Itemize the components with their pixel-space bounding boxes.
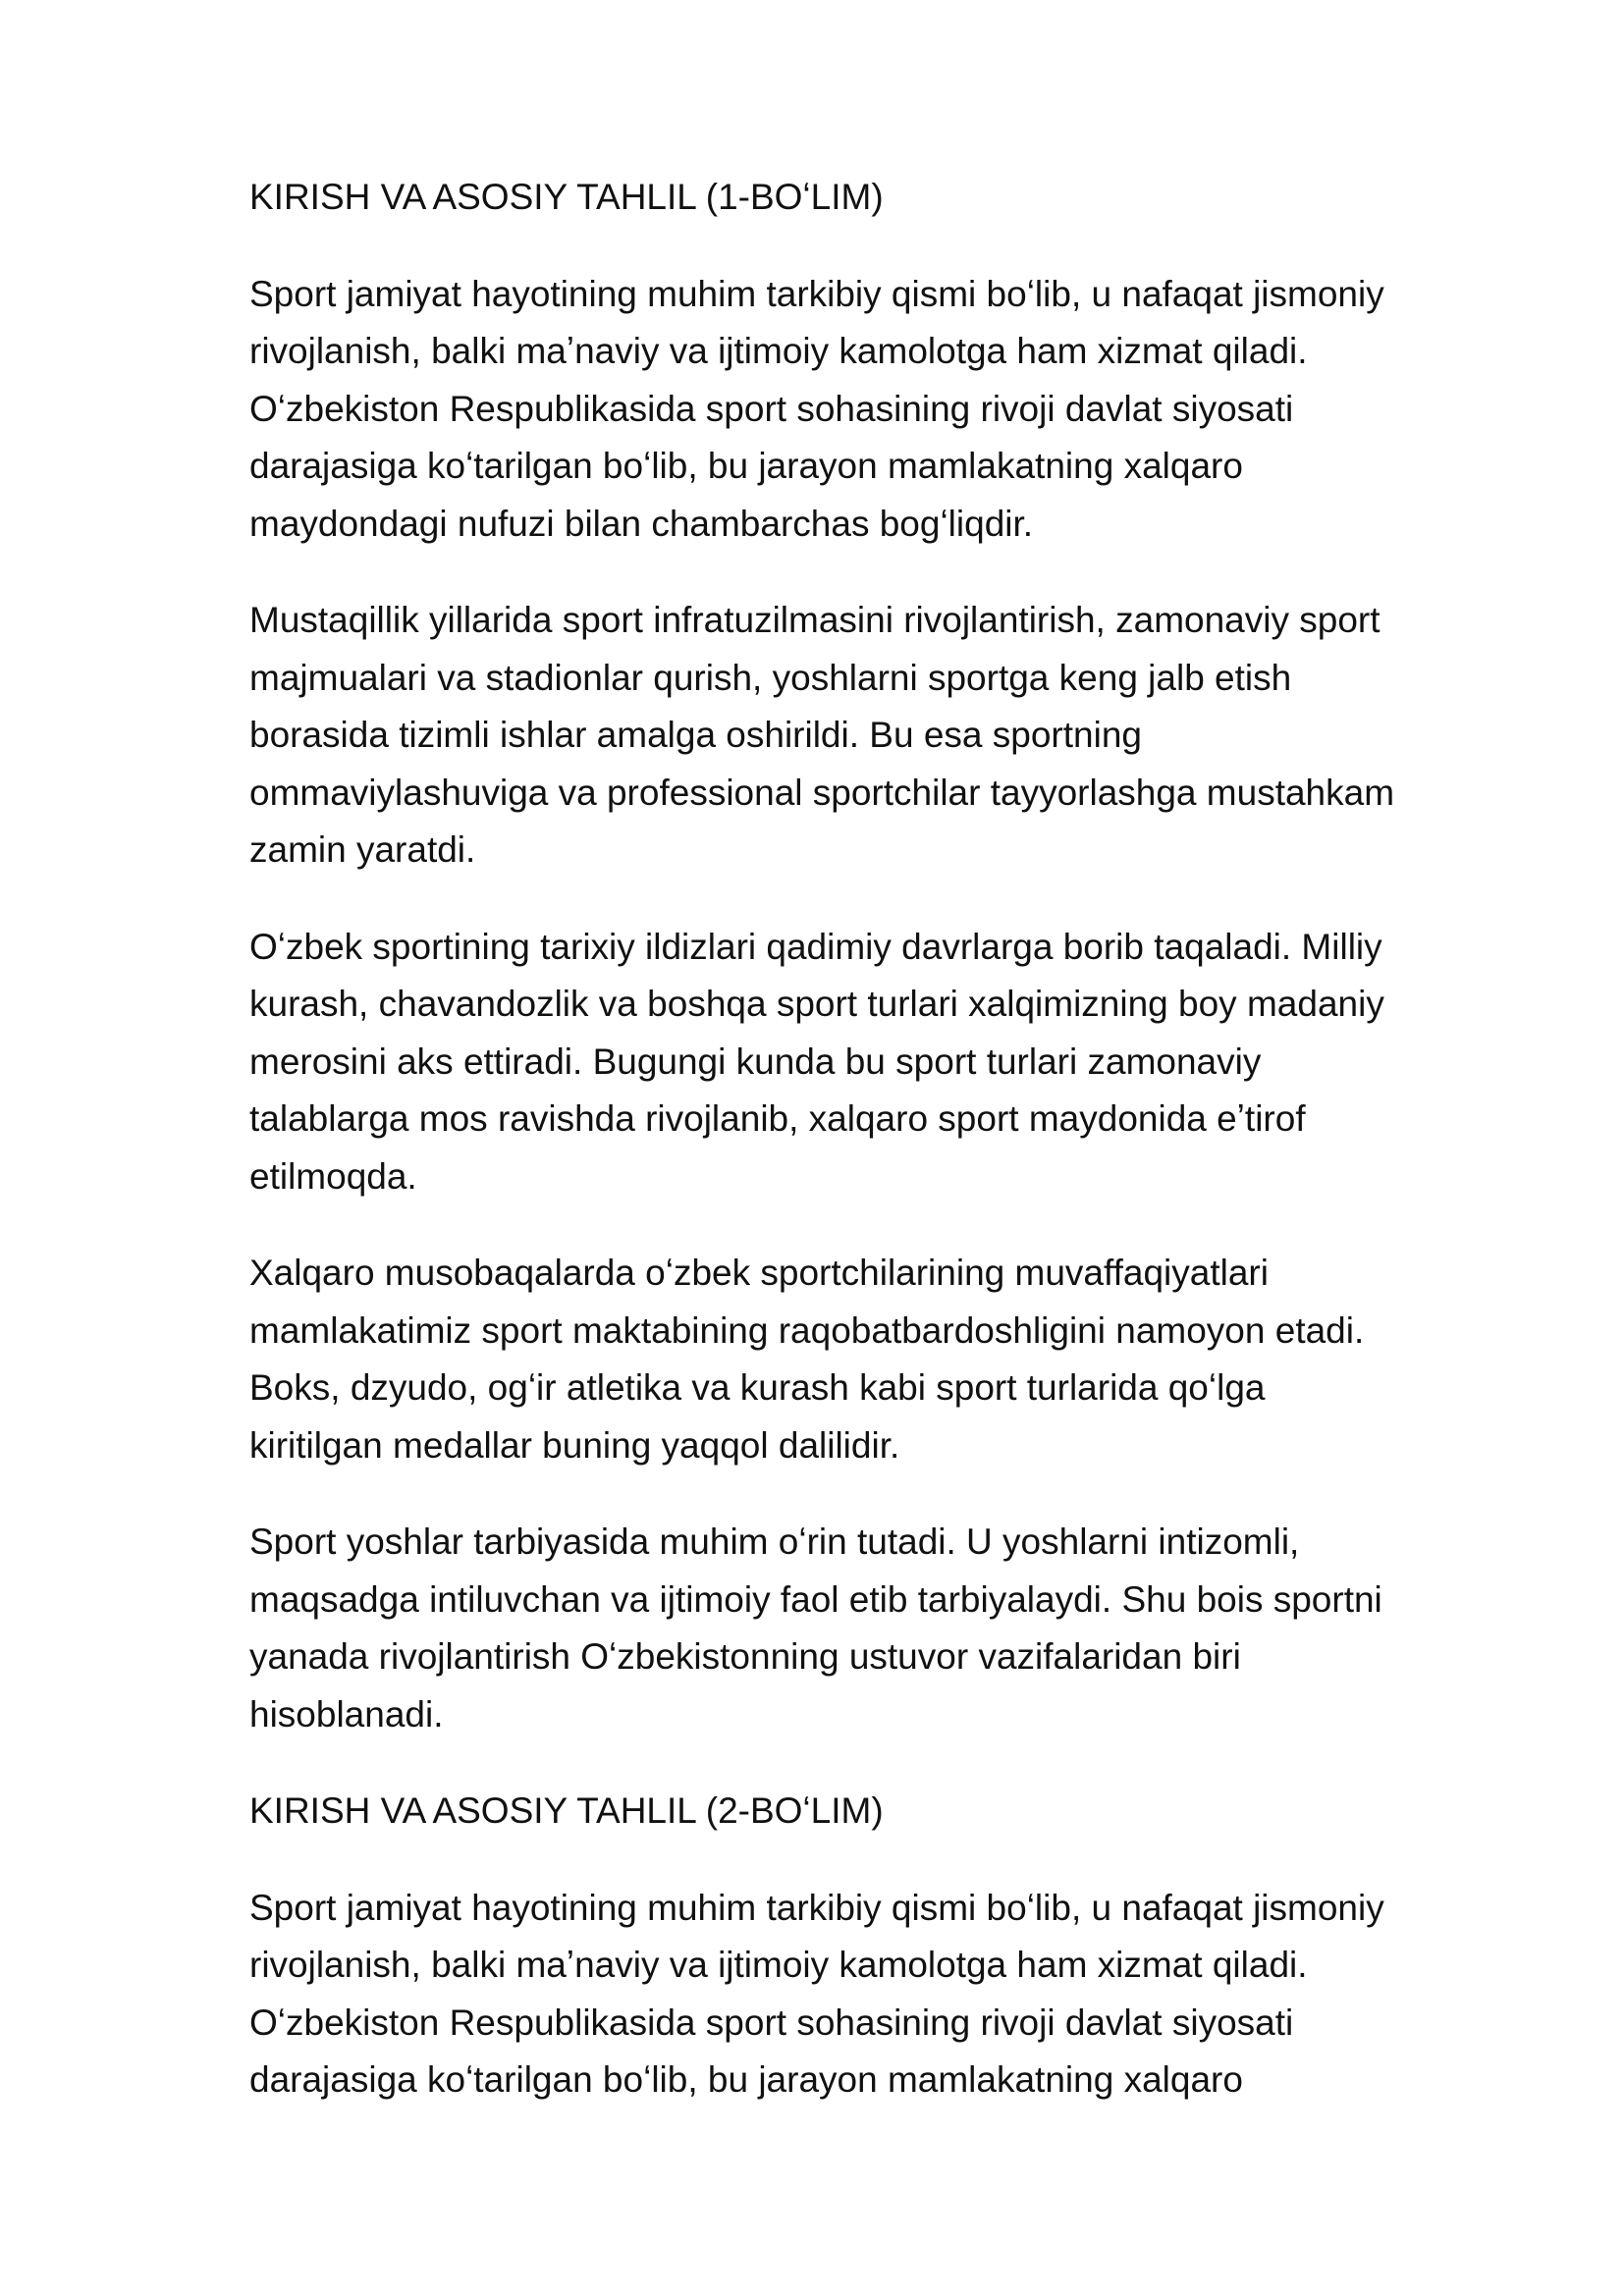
section-1-paragraph-2 [249, 592, 1487, 880]
section-1-paragraph-3 [249, 919, 1487, 1206]
text-line: Oʻzbekiston Respublikasida sport sohasining rivoji davlat siyosati [249, 2002, 1294, 2043]
text-line: darajasiga koʻtarilgan boʻlib, bu jarayon mamlakatning xalqaro [249, 446, 1243, 486]
text-line: darajasiga koʻtarilgan boʻlib, bu jarayon mamlakatning xalqaro [249, 2059, 1243, 2100]
text-line: etilmoqda. [249, 1155, 417, 1197]
text-line: merosini aks ettiradi. Bugungi kunda bu sport turlari zamonaviy [249, 1041, 1262, 1082]
text-line: Sport jamiyat hayotining muhim tarkibiy qismi boʻlib, u nafaqat jismoniy [249, 273, 1384, 314]
text-line: maqsadga intiluvchan va ijtimoiy faol etib tarbiyalaydi. Shu bois sportni [249, 1578, 1382, 1620]
text-line: majmualari va stadionlar qurish, yoshlarni sportga keng jalb etish [249, 657, 1292, 698]
text-line: talablarga mos ravishda rivojlanib, xalqaro sport maydonida eʼtirof [249, 1098, 1306, 1139]
text-line: kurash, chavandozlik va boshqa sport turlari xalqimizning boy madaniy [249, 984, 1384, 1024]
text-line: rivojlanish, balki maʼnaviy va ijtimoiy kamolotga ham xizmat qiladi. [249, 1945, 1308, 1985]
section-1-heading: KIRISH VA ASOSIY TAHLIL (1-BOʻLIM) [249, 177, 884, 217]
document-body [249, 169, 1487, 2149]
text-line: Sport jamiyat hayotining muhim tarkibiy qismi boʻlib, u nafaqat jismoniy [249, 1887, 1384, 1928]
text-line: zamin yaratdi. [249, 829, 476, 870]
text-line: hisoblanadi. [249, 1693, 444, 1735]
text-line: Oʻzbek sportining tarixiy ildizlari qadimiy davrlarga borib taqaladi. Milliy [249, 926, 1382, 967]
section-1-paragraph-5 [249, 1514, 1487, 1743]
text-line: Mustaqillik yillarida sport infratuzilmasini rivojlantirish, zamonaviy sport [249, 600, 1380, 640]
text-line: Sport yoshlar tarbiyasida muhim oʻrin tutadi. U yoshlarni intizomli, [249, 1522, 1300, 1562]
text-line: Oʻzbekiston Respublikasida sport sohasining rivoji davlat siyosati [249, 388, 1294, 429]
text-line: borasida tizimli ishlar amalga oshirildi. Bu esa sportning [249, 715, 1142, 755]
section-1-paragraph-1 [249, 266, 1487, 554]
text-line: mamlakatimiz sport maktabining raqobatbardoshligini namoyon etadi. [249, 1309, 1365, 1351]
text-line: maydondagi nufuzi bilan chambarchas bogʻliqdir. [249, 503, 1034, 544]
text-line: yanada rivojlantirish Oʻzbekistonning ustuvor vazifalaridan biri [249, 1636, 1241, 1677]
section-1-paragraph-4 [249, 1245, 1487, 1474]
section-2-paragraph-1 [249, 1880, 1487, 2109]
text-line: Boks, dzyudo, ogʻir atletika va kurash kabi sport turlarida qoʻlga [249, 1367, 1266, 1408]
text-line: kiritilgan medallar buning yaqqol dalilidir. [249, 1424, 900, 1466]
text-line: Xalqaro musobaqalarda oʻzbek sportchilarining muvaffaqiyatlari [249, 1253, 1269, 1293]
section-2-heading: KIRISH VA ASOSIY TAHLIL (2-BOʻLIM) [249, 1790, 884, 1831]
text-line: ommaviylashuviga va professional sportchilar tayyorlashga mustahkam [249, 772, 1395, 813]
text-line: rivojlanish, balki maʼnaviy va ijtimoiy kamolotga ham xizmat qiladi. [249, 331, 1308, 371]
